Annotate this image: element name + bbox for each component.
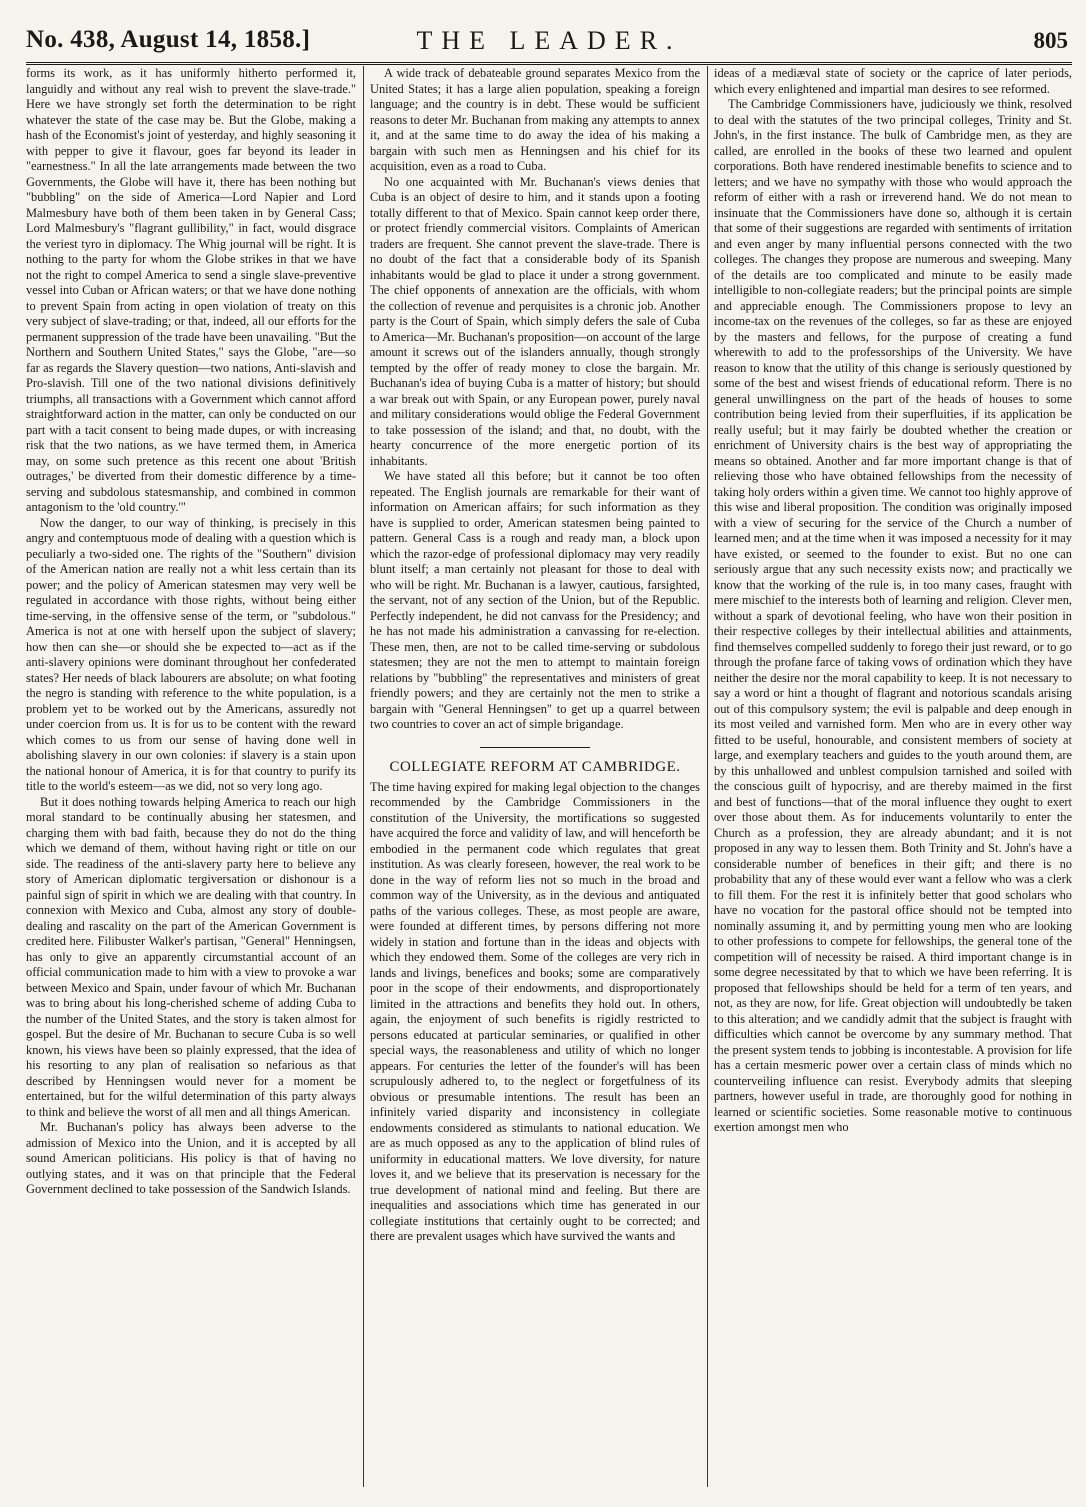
column-1: [26, 66, 356, 1507]
column-3: [714, 66, 1072, 1507]
masthead: [26, 22, 1072, 65]
issue-date: No. 438, August 14, 1858.]: [26, 26, 311, 53]
newspaper-title: THE LEADER.: [416, 26, 682, 55]
column-rule: [363, 66, 364, 1487]
page-number: 805: [1033, 28, 1068, 53]
paragraph: No one acquainted with Mr. Buchanan's views denies that Cuba is an object of desire to him, and it stands upon a footing totally different to that of Mexico. Spain cannot keep order there, or protect friendly commercial visitors. Complaints of American traders are frequent. She cannot prevent the slave-trade. There is no doubt of the fact that a considerable body of its Spanish inhabitants would be glad to place it under a strong government. The chief opponents of annexation are the officials, with whom the collection of revenue and perquisites is a chronic job. Another party is the Court of Spain, which simply defers the sale of Cuba to America—Mr. Buchanan's proposition—on account of the large amount it screws out of the islanders annually, though strongly tempted by the offer of ready money to close the bargain. Mr. Buchanan's idea of buying Cuba is a matter of history; but should a war break out with Spain, or any European power, purely naval and military considerations would oblige the Federal Government to take possession of the island; and that, no doubt, with the hearty concurrence of the more energetic portion of its inhabitants.: [370, 174, 700, 468]
paragraph: The Cambridge Commissioners have, judiciously we think, resolved to deal with the statutes of the two principal colleges, Trinity and St. John's, in the first instance. The bulk of Cambridge men, as they are called, are enrolled in the books of these two learned and opulent corporations. Both have rendered inestimable benefits to science and to letters; and we have no sympathy with those who would approach the reform of either with a rash or irreverend hand. We do not mean to insinuate that the Commissioners have done so, although it is certain that some of their suggestions are regarded with sentiments of irritation and even anger by many influential persons connected with the two colleges. The changes they propose are numerous and sweeping. Many of the details are too complicated and minute to be easily made intelligible to non-collegiate readers; but the principal points are simple and appreciable enough. The Commissioners propose to levy an income-tax on the revenues of the colleges, so far as these are enjoyed by the masters and fellows, for the purpose of creating a fund wherewith to add to the professorships of the University. We have reason to know that the utility of this change is seriously questioned by some of the best and wisest friends of educational reform. There is no general unwillingness on the part of the heads of houses to some contribution being levied from their superfluities, if its application be really useful; but it may fairly be doubted whether the creation or enrichment of University chairs is the best way of appropriating the means so obtained. Another and far more important change is that of relieving those who have obtained fellowships from the necessity of taking holy orders within a given time. We cannot too highly approve of this wise and liberal proposition. The condition was originally imposed with a view of securing for the service of the Church a number of learned men; and at the time when it was imposed a necessity for it may have existed, or seemed to the founder to exist. But no one can seriously argue that any such necessity exists now; and practically we know that the working of the rule is, in too many cases, fraught with mere mischief to the interests both of learning and religion. Clever men, without a spark of devotional feeling, who have won their position in their respective colleges by their intellectual abilities and attainments, find themselves compelled suddenly to forego their just reward, or to go through the profane farce of taking vows of ordination which they have neither the desire nor the moral capability to keep. It is not necessary to say a word or hint a thought of flagrant and notorious scandals arising out of this compulsory system; the evil is palpable and deep enough in its most veiled and varnished form. Men who are in every other way fitted to be useful, honourable, and consistent members of society at large, and exemplary teachers and guides to the youth around them, are by this unhallowed and unblest compulsion tarnished and soiled with the conscious guilt of hypocrisy, and are thereby maimed in the first and best of functions—that of the moral influence they ought to exert over those about them. As for inducements voluntarily to enter the Church as a profession, they are already abundant; and it is not proposed in any way to lessen them. Both Trinity and St. John's have a considerable number of benefices in their gift; and there is no probability that any of these would ever want a fellow who was a clerk to fill them. For the rest it is infinitely better that good scholars who have no vocation for the pastoral office should not be tempted into nominally assuming it, and by permitting young men who are looking to other professions to compete for fellowships, the general tone of the competition will of necessity be raised. A third important change is in some degree necessitated by that to which we have been referring. It is proposed that fellowships should be held for a term of ten years, and not, as they are now, for life. Great objection will undoubtedly be taken to this alteration; and we candidly admit that the subject is fraught with difficulties which cannot be overcome by any summary method. That the present system tends to jobbing is incontestable. A provision for life has a certain mesmeric power over a certain class of minds which no counterveiling influence can resist. Everybody admits that sleeping partners, however useful in trade, are thoroughly good for nothing in learned or scientific societies. Some reasonable motive to continuous exertion amongst men who: [714, 97, 1072, 1134]
paragraph: The time having expired for making legal objection to the changes recommended by the Cambridge Commissioners in the constitution of the University, the mortifications so suggested have acquired the force and validity of law, and will henceforth be embodied in the permanent code which regulates that great institution. As was clearly foreseen, however, the real work to be done in the way of reform lies not so much in the broad and common way of the University, as in the devious and antiquated paths of the various colleges. These, as most people are aware, were founded at different times, by persons differing not more widely in station and fortune than in the ideas and objects with which they endowed them. Some of the colleges are very rich in lands and livings, benefices and books; some are comparatively poor in the scope of their endowments, and disproportionately limited in the attractions and benefits they hold out. In others, again, the enjoyment of such benefits is rigidly restricted to persons educated at particular seminaries, or qualified in other special ways, the reasonableness and utility of which no longer appears. For centuries the letter of the founder's will has been scrupulously adhered to, to the neglect or forgetfulness of its obvious or presumable intentions. The result has been an infinitely varied disparity and inconsistency in collegiate endowments considered as stimulants to national education. We are as much opposed as any to the application of blind rules of uniformity in educational matters. We love diversity, for nature loves it, and we believe that its preservation is necessary for the true development of national mind and feeling. But there are inequalities and associations which time has generated in our collegiate institutions that certainly ought to be corrected; and there are prevalent usages which have survived the wants and: [370, 779, 700, 1243]
paragraph: But it does nothing towards helping America to reach our high moral standard to be continually abusing her statesmen, and charging them with bad faith, because they do not do the thing which we demand of them, without having right or title on our side. The readiness of the anti-slavery party here to believe any story of American diplomatic tergiversation or dishonour is a painful sign of spirit in which we are dealing with that country. In connexion with Mexico and Cuba, almost any story of double-dealing and rascality on the part of the American Government is credited here. Filibuster Walker's partisan, "General" Henningsen, has only to give an apparently circumstantial account of an official communication made to him with a view to provoke a war between Mexico and Spain, under favour of which Mr. Buchanan was to bring about his long-cherished scheme of adding Cuba to the number of the United States, and the story is taken almost for gospel. But the desire of Mr. Buchanan to secure Cuba is so well known, his views have been so plainly expressed, that the idea of his resorting to any plan of realisation so nefarious as that described by Henningsen would never for a moment be entertained, but for the wilful determination of this party always to think and believe the worst of all men and all things American.: [26, 794, 356, 1119]
paragraph: ideas of a mediæval state of society or the caprice of later periods, which every enlightened and impartial man desires to see reformed.: [714, 66, 1072, 96]
column-2: [370, 66, 700, 1507]
article-heading: COLLEGIATE REFORM AT CAMBRIDGE.: [389, 758, 681, 775]
paragraph: A wide track of debateable ground separates Mexico from the United States; it has a large alien population, speaking a foreign language; and the country is in debt. These would be sufficient reasons to deter Mr. Buchanan from making any attempts to annex it, and at the same time to do away the idea of his making a bargain with such men as Henningsen and his chief for its acquisition, even as a road to Cuba.: [370, 66, 700, 173]
article-columns: [26, 66, 1072, 1507]
paragraph: forms its work, as it has uniformly hitherto performed it, languidly and without any real wish to prevent the slave-trade." Here we have strongly set forth the determination to be right whatever the state of the case may be. But the Globe, making a hash of the Economist's joint of yesterday, and highly seasoning it with pepper to give it flavour, goes far beyond its leader in "earnestness." In all the late arrangements made between the two Governments, the Globe will have it, there has been nothing but "bubbling" on the side of America—Lord Napier and Lord Malmesbury have both of them been taken in by General Cass; Lord Malmesbury's "flagrant gullibility," in fact, would disgrace the veriest tyro in diplomacy. The Whig journal will be right. It is nothing to the party for whom the Globe strikes in that we have not the right to compel America to send a single slave-preventive vessel into Cuban or African waters; or that we have done nothing to prevent Spain from acting in open violation of treaty on this very subject of slave-trading; or that, indeed, all our efforts for the permanent suppression of the trade have been unavailing. "But the Northern and Southern United States," says the Globe, "are—so far as regards the Slavery question—two nations, Anti-slavish and Pro-slavish. Till one of the two national divisions definitively triumphs, all transactions with a Government which cannot afford straightforward action in the matter, can only be conducted on our part with a tacit consent to being made dupes, or with increasing risk that the two nations, as we have termed them, in America may, on some such pretence as this recent one about 'British outrages,' be diverted from their domestic difference by a time-serving and subdolous statesmanship, and combined in common antagonism to the 'old country.'": [26, 66, 356, 514]
section-divider: [480, 747, 590, 748]
paragraph: Mr. Buchanan's policy has always been adverse to the admission of Mexico into the Union, and it is accepted by all sound American politicians. His policy is that of having no outlying states, and it was on that principle that the Federal Government declined to take possession of the Sandwich Islands.: [26, 1120, 356, 1196]
paragraph: Now the danger, to our way of thinking, is precisely in this angry and contemptuous mode of dealing with a question which is peculiarly a two-sided one. The rights of the "Southern" division of the American nation are really not a whit less certain than its power; and the policy of American statesmen may very well be regulated in accordance with those rights, without being either time-serving, in the offensive sense of the term, or "subdolous." America is not at one with herself upon the subject of slavery; how then can she—or should she be expected to—act as if the anti-slavery opinions were dominant throughout her confederated states? Her needs of black labourers are absolute; on what footing the negro is standing with reference to the white population, is a problem yet to be worked out by the Americans, assuredly not under coercion from us. It is for us to be content with the reward which comes to us from our sense of having done well in abolishing slavery in our own colonies: if slavery is a stain upon the national honour of America, it is for that country to purify its title to the world's esteem—as we did, not so very long ago.: [26, 515, 356, 793]
paragraph: We have stated all this before; but it cannot be too often repeated. The English journals are remarkable for their want of information on American affairs; for such information as they have is supplied to order, American statesmen being painted to pattern. General Cass is a rough and ready man, a block upon which the razor-edge of professional diplomacy may very readily blunt itself; a man certainly not pleasant for those to deal with who will be right. Mr. Buchanan is a lawyer, cautious, farsighted, the servant, not of any section of the Union, but of the Republic. Perfectly independent, he did not canvass for the Presidency; and he has not made his administration a canvassing for re-election. These men, then, are not to be called time-serving or subdolous statesmen; they are not the men to attempt to maintain foreign relations by "bubbling" the representatives and ministers of great friendly powers; and they are certainly not the men to strike a bargain with "General Henningsen" to get up a quarrel between two countries to cover an act of simple brigandage.: [370, 469, 700, 731]
column-rule: [707, 66, 708, 1487]
